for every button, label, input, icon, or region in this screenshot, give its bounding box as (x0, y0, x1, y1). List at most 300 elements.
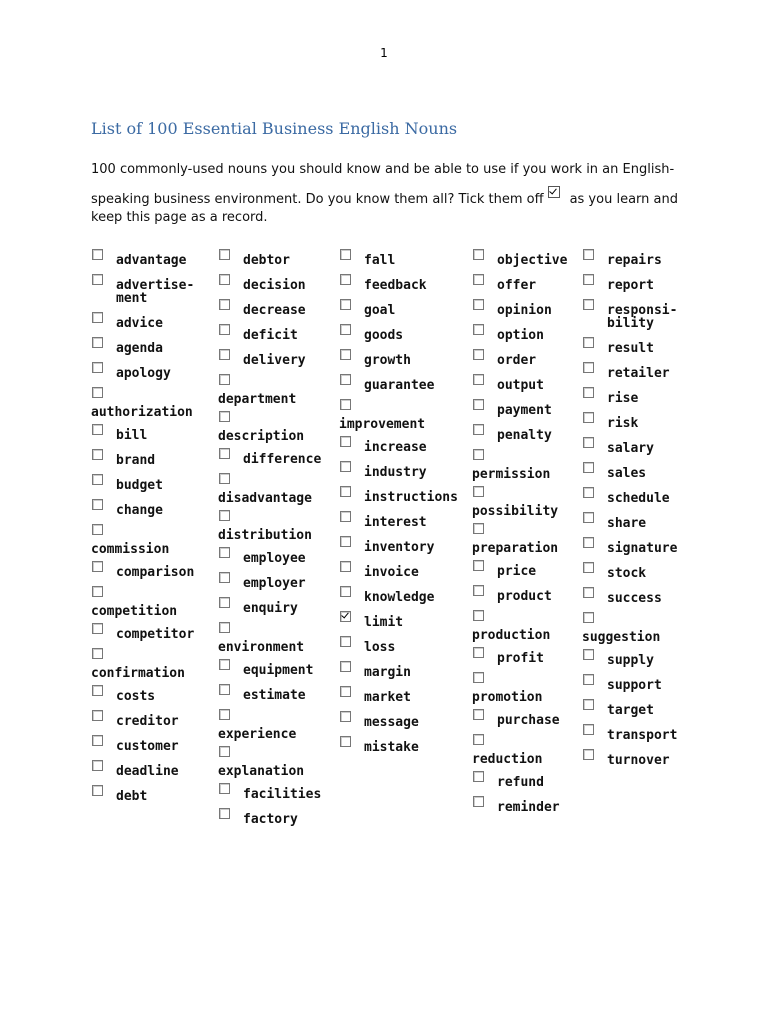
checkbox-icon[interactable] (340, 511, 351, 522)
noun-item (472, 771, 592, 796)
checkbox-icon[interactable] (219, 299, 230, 310)
noun-item (582, 462, 702, 487)
noun-label: decision (243, 278, 306, 293)
checkbox-icon[interactable] (473, 399, 484, 410)
noun-label: customer (116, 739, 179, 754)
noun-item (472, 610, 592, 647)
noun-label: goal (364, 303, 396, 318)
checkbox-icon[interactable] (219, 411, 230, 422)
checkbox-icon[interactable] (583, 387, 594, 398)
noun-label: knowledge (364, 590, 435, 605)
noun-label: risk (607, 416, 639, 431)
checkbox-icon[interactable] (473, 274, 484, 285)
checkbox-icon[interactable] (92, 685, 103, 696)
noun-label: objective (497, 253, 568, 268)
noun-label: penalty (497, 428, 552, 443)
noun-item (472, 560, 592, 585)
noun-item (472, 399, 592, 424)
noun-label: stock (607, 566, 647, 581)
checkbox-icon[interactable] (219, 684, 230, 695)
noun-item (339, 436, 459, 461)
noun-item (582, 274, 702, 299)
checkbox-icon[interactable] (473, 734, 484, 745)
noun-item (472, 647, 592, 672)
noun-label: ment (116, 291, 148, 306)
noun-item (218, 448, 338, 473)
noun-label: rise (607, 391, 639, 406)
noun-column-3 (339, 249, 459, 761)
noun-item (91, 685, 211, 710)
noun-label: purchase (497, 713, 560, 728)
noun-item (91, 387, 211, 424)
noun-item (339, 399, 459, 436)
checkbox-icon[interactable] (340, 349, 351, 360)
checkbox-icon[interactable] (583, 699, 594, 710)
noun-label: target (607, 703, 654, 718)
noun-label: opinion (497, 303, 552, 318)
checkbox-icon[interactable] (219, 473, 230, 484)
noun-item (218, 547, 338, 572)
checkbox-icon[interactable] (92, 337, 103, 348)
noun-item (91, 449, 211, 474)
checkbox-icon[interactable] (219, 572, 230, 583)
noun-item (218, 411, 338, 448)
checkbox-icon[interactable] (473, 647, 484, 658)
noun-item (218, 349, 338, 374)
noun-label: estimate (243, 688, 306, 703)
noun-label: turnover (607, 753, 670, 768)
noun-item (582, 412, 702, 437)
checkbox-icon[interactable] (340, 486, 351, 497)
checkbox-icon[interactable] (219, 783, 230, 794)
noun-label: debt (116, 789, 148, 804)
noun-label: environment (218, 640, 305, 655)
noun-item (339, 686, 459, 711)
checkbox-icon[interactable] (92, 586, 103, 597)
noun-label: goods (364, 328, 404, 343)
noun-label: facilities (243, 787, 322, 802)
noun-item (339, 486, 459, 511)
noun-item (472, 486, 592, 523)
noun-label: loss (364, 640, 396, 655)
checkbox-icon[interactable] (92, 387, 103, 398)
noun-label: share (607, 516, 647, 531)
checkbox-icon[interactable] (219, 622, 230, 633)
noun-label: enquiry (243, 601, 298, 616)
noun-item (582, 562, 702, 587)
checkbox-icon[interactable] (92, 449, 103, 460)
checkbox-icon[interactable] (219, 510, 230, 521)
noun-label: result (607, 341, 654, 356)
checkbox-icon[interactable] (340, 461, 351, 472)
noun-label: message (364, 715, 419, 730)
checkbox-icon[interactable] (340, 399, 351, 410)
checkbox-icon[interactable] (219, 746, 230, 757)
noun-label: support (607, 678, 662, 693)
intro-line-2-start: speaking business environment. Do you know them all? Tick them off (91, 192, 544, 207)
checkbox-icon[interactable] (340, 324, 351, 335)
noun-label: production (472, 628, 551, 643)
checkbox-icon[interactable] (473, 249, 484, 260)
noun-label: advice (116, 316, 163, 331)
page-number: 1 (380, 46, 388, 60)
checkbox-icon[interactable] (340, 686, 351, 697)
noun-label: growth (364, 353, 411, 368)
noun-item (339, 711, 459, 736)
checkbox-icon[interactable] (92, 623, 103, 634)
noun-label: schedule (607, 491, 670, 506)
noun-item (472, 274, 592, 299)
checkbox-icon[interactable] (92, 648, 103, 659)
noun-label: competition (91, 604, 178, 619)
noun-item (91, 499, 211, 524)
noun-item (582, 587, 702, 612)
noun-item (472, 796, 592, 821)
checkbox-icon[interactable] (473, 523, 484, 534)
noun-label: increase (364, 440, 427, 455)
noun-label: creditor (116, 714, 179, 729)
noun-label: debtor (243, 253, 290, 268)
intro-line-3: keep this page as a record. (91, 210, 268, 225)
checkbox-icon[interactable] (583, 587, 594, 598)
checkbox-icon[interactable] (583, 749, 594, 760)
noun-item (218, 274, 338, 299)
noun-label: offer (497, 278, 537, 293)
noun-label: promotion (472, 690, 543, 705)
checkbox-icon[interactable] (583, 612, 594, 623)
noun-label: transport (607, 728, 678, 743)
noun-item (582, 699, 702, 724)
noun-item (91, 735, 211, 760)
checkbox-icon[interactable] (340, 249, 351, 260)
noun-item (218, 473, 338, 510)
intro-line-1: 100 commonly-used nouns you should know and be able to use if you work in an English- (91, 162, 675, 177)
noun-label: decrease (243, 303, 306, 318)
noun-item (582, 249, 702, 274)
checkbox-icon[interactable] (219, 274, 230, 285)
noun-item (472, 585, 592, 610)
noun-label: authorization (91, 405, 193, 420)
noun-item (582, 299, 702, 337)
checkbox-icon[interactable] (473, 486, 484, 497)
noun-item (339, 586, 459, 611)
noun-item (218, 249, 338, 274)
noun-item (218, 659, 338, 684)
checkbox-icon[interactable] (473, 796, 484, 807)
noun-item (582, 362, 702, 387)
checkbox-icon[interactable] (473, 771, 484, 782)
checkbox-icon[interactable] (340, 736, 351, 747)
noun-item (339, 736, 459, 761)
checkbox-icon[interactable] (92, 735, 103, 746)
checkbox-icon[interactable] (583, 462, 594, 473)
checkbox-icon[interactable] (219, 448, 230, 459)
noun-item (91, 710, 211, 735)
checkbox-icon[interactable] (583, 562, 594, 573)
noun-label: equipment (243, 663, 314, 678)
checkbox-icon[interactable] (340, 536, 351, 547)
noun-label: employee (243, 551, 306, 566)
noun-item (472, 709, 592, 734)
noun-item (472, 374, 592, 399)
noun-item (218, 299, 338, 324)
noun-label: feedback (364, 278, 427, 293)
checkbox-icon[interactable] (340, 586, 351, 597)
noun-label: deficit (243, 328, 298, 343)
checkbox-icon[interactable] (583, 299, 594, 310)
noun-item (339, 349, 459, 374)
noun-item (218, 510, 338, 547)
checkbox-icon[interactable] (583, 537, 594, 548)
noun-label: limit (364, 615, 404, 630)
checkbox-icon[interactable] (473, 709, 484, 720)
noun-label: factory (243, 812, 298, 827)
noun-item (91, 586, 211, 623)
checkbox-icon[interactable] (473, 324, 484, 335)
checkbox-icon[interactable] (219, 659, 230, 670)
noun-label: option (497, 328, 544, 343)
noun-label: market (364, 690, 411, 705)
checkbox-icon[interactable] (340, 661, 351, 672)
noun-item (472, 449, 592, 486)
checkbox-icon[interactable] (92, 274, 103, 285)
noun-item (582, 487, 702, 512)
noun-label: employer (243, 576, 306, 591)
noun-label: product (497, 589, 552, 604)
noun-label: responsi- (607, 303, 678, 318)
checkbox-icon[interactable] (92, 785, 103, 796)
checkbox-icon[interactable] (473, 349, 484, 360)
noun-item (91, 623, 211, 648)
noun-label: distribution (218, 528, 312, 543)
checked-checkbox-icon[interactable] (340, 611, 351, 622)
noun-label: invoice (364, 565, 419, 580)
noun-label: fall (364, 253, 396, 268)
checkbox-icon[interactable] (340, 636, 351, 647)
checkbox-icon[interactable] (583, 487, 594, 498)
noun-item (582, 674, 702, 699)
checkbox-icon[interactable] (583, 362, 594, 373)
noun-item (91, 474, 211, 499)
noun-column-1 (91, 249, 211, 810)
noun-item (472, 734, 592, 771)
noun-label: preparation (472, 541, 559, 556)
checkbox-icon[interactable] (340, 299, 351, 310)
noun-label: disadvantage (218, 491, 312, 506)
checkbox-icon[interactable] (219, 709, 230, 720)
noun-item (472, 324, 592, 349)
checkbox-icon[interactable] (583, 249, 594, 260)
noun-label: deadline (116, 764, 179, 779)
noun-item (218, 374, 338, 411)
noun-label: apology (116, 366, 171, 381)
noun-label: reduction (472, 752, 543, 767)
noun-label: advertise- (116, 278, 195, 293)
noun-label: permission (472, 467, 551, 482)
noun-label: retailer (607, 366, 670, 381)
checkbox-icon[interactable] (92, 424, 103, 435)
noun-item (218, 808, 338, 833)
noun-item (91, 648, 211, 685)
noun-label: agenda (116, 341, 163, 356)
noun-label: improvement (339, 417, 426, 432)
checkbox-icon[interactable] (219, 808, 230, 819)
noun-item (218, 597, 338, 622)
noun-item (339, 561, 459, 586)
noun-item (472, 249, 592, 274)
noun-label: suggestion (582, 630, 661, 645)
noun-item (218, 572, 338, 597)
noun-label: report (607, 278, 654, 293)
noun-item (91, 362, 211, 387)
noun-item (91, 760, 211, 785)
noun-label: output (497, 378, 544, 393)
noun-item (339, 299, 459, 324)
noun-item (582, 387, 702, 412)
noun-item (339, 324, 459, 349)
noun-label: success (607, 591, 662, 606)
noun-label: reminder (497, 800, 560, 815)
checkbox-icon[interactable] (340, 561, 351, 572)
noun-item (339, 461, 459, 486)
noun-item (582, 724, 702, 749)
noun-item (339, 661, 459, 686)
noun-item (472, 672, 592, 709)
noun-item (218, 324, 338, 349)
checkbox-icon[interactable] (583, 437, 594, 448)
noun-label: mistake (364, 740, 419, 755)
noun-item (472, 349, 592, 374)
noun-item (582, 649, 702, 674)
noun-label: costs (116, 689, 156, 704)
noun-item (218, 709, 338, 746)
noun-label: instructions (364, 490, 458, 505)
noun-item (339, 274, 459, 299)
noun-item (582, 612, 702, 649)
noun-label: interest (364, 515, 427, 530)
noun-column-4 (472, 249, 592, 821)
noun-label: refund (497, 775, 544, 790)
checkbox-icon[interactable] (583, 412, 594, 423)
noun-label: guarantee (364, 378, 435, 393)
noun-label: difference (243, 452, 322, 467)
checkbox-icon[interactable] (340, 436, 351, 447)
noun-item (582, 749, 702, 774)
noun-label: brand (116, 453, 156, 468)
checkbox-icon[interactable] (473, 585, 484, 596)
noun-item (91, 561, 211, 586)
noun-label: commission (91, 542, 170, 557)
noun-label: explanation (218, 764, 305, 779)
noun-label: price (497, 564, 537, 579)
noun-item (339, 374, 459, 399)
checkbox-icon[interactable] (473, 374, 484, 385)
noun-label: confirmation (91, 666, 185, 681)
checkbox-icon[interactable] (219, 597, 230, 608)
noun-label: profit (497, 651, 544, 666)
checkbox-icon[interactable] (92, 312, 103, 323)
noun-item (91, 337, 211, 362)
intro-line-2-end: as you learn and (569, 192, 678, 207)
noun-column-5 (582, 249, 702, 774)
noun-item (91, 249, 211, 274)
noun-label: possibility (472, 504, 559, 519)
noun-label: department (218, 392, 297, 407)
checkbox-icon[interactable] (92, 362, 103, 373)
checkbox-icon[interactable] (583, 724, 594, 735)
checkbox-icon[interactable] (219, 547, 230, 558)
noun-label: inventory (364, 540, 435, 555)
noun-label: supply (607, 653, 654, 668)
noun-item (339, 249, 459, 274)
checkbox-icon[interactable] (583, 274, 594, 285)
checkbox-icon[interactable] (583, 337, 594, 348)
noun-column-2 (218, 249, 338, 833)
checkbox-icon[interactable] (473, 424, 484, 435)
checkbox-icon[interactable] (583, 649, 594, 660)
checkbox-icon[interactable] (473, 449, 484, 460)
checkbox-icon[interactable] (340, 274, 351, 285)
checkbox-icon[interactable] (92, 249, 103, 260)
noun-label: change (116, 503, 163, 518)
checkbox-icon[interactable] (219, 349, 230, 360)
checkbox-icon[interactable] (219, 324, 230, 335)
checkbox-icon[interactable] (92, 760, 103, 771)
noun-item (218, 684, 338, 709)
noun-label: industry (364, 465, 427, 480)
noun-item (472, 523, 592, 560)
checkbox-icon[interactable] (473, 672, 484, 683)
checkbox-icon[interactable] (583, 512, 594, 523)
noun-label: order (497, 353, 537, 368)
noun-item (339, 636, 459, 661)
checkbox-icon[interactable] (473, 610, 484, 621)
noun-label: signature (607, 541, 678, 556)
checkbox-icon[interactable] (219, 374, 230, 385)
noun-item (582, 337, 702, 362)
checkbox-icon[interactable] (473, 299, 484, 310)
checkbox-icon[interactable] (92, 561, 103, 572)
noun-label: salary (607, 441, 654, 456)
noun-label: description (218, 429, 305, 444)
noun-label: bility (607, 316, 654, 331)
page-title: List of 100 Essential Business English Nouns (91, 119, 458, 138)
noun-label: margin (364, 665, 411, 680)
noun-label: comparison (116, 565, 195, 580)
noun-item (472, 424, 592, 449)
checkbox-icon[interactable] (92, 524, 103, 535)
checkbox-icon[interactable] (92, 474, 103, 485)
checkbox-icon[interactable] (219, 249, 230, 260)
checkbox-icon[interactable] (340, 374, 351, 385)
noun-item (91, 274, 211, 312)
checkbox-icon[interactable] (340, 711, 351, 722)
noun-label: sales (607, 466, 647, 481)
noun-item (218, 746, 338, 783)
noun-item (339, 611, 459, 636)
checkbox-icon[interactable] (92, 499, 103, 510)
noun-label: experience (218, 727, 297, 742)
noun-item (582, 537, 702, 562)
noun-item (218, 622, 338, 659)
noun-item (339, 511, 459, 536)
checkbox-icon[interactable] (92, 710, 103, 721)
checkbox-icon[interactable] (473, 560, 484, 571)
noun-item (91, 785, 211, 810)
noun-item (218, 783, 338, 808)
checkbox-icon[interactable] (583, 674, 594, 685)
noun-item (91, 424, 211, 449)
